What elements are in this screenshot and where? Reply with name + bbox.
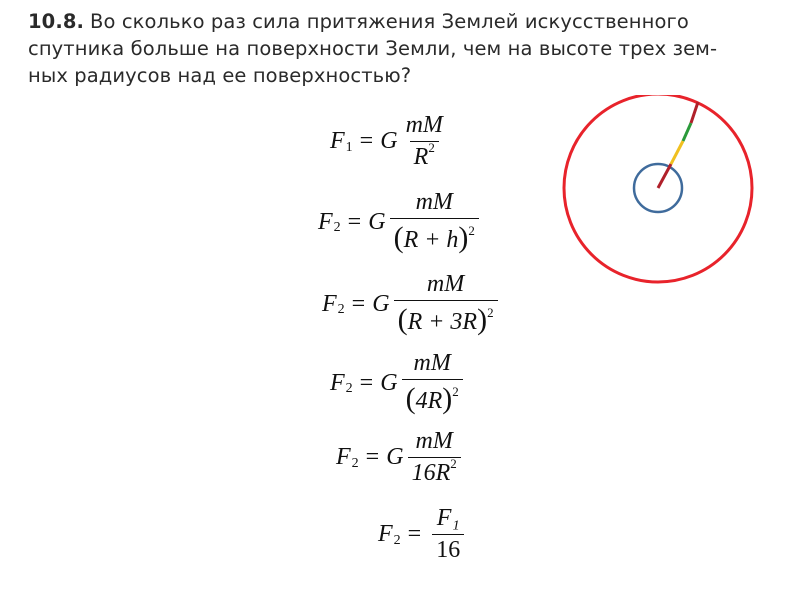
equation-1: F 1 = G $\frac{mM}{R^2}$ <box>330 112 447 171</box>
problem-line-2: спутника больше на поверхности Земли, чем на высоте трех зем- <box>28 37 718 60</box>
radius-segment-outer <box>691 102 698 123</box>
fraction: $\frac{\text{F₁}}{16}$ <box>432 505 464 564</box>
fraction: $\frac{mM}{(4R)^2}$ <box>402 350 463 416</box>
equation-3: F 2 = G $\frac{mM}{(R + 3R)^2}$ <box>322 271 498 337</box>
fraction: $\frac{mM}{(R + 3R)^2}$ <box>394 271 498 337</box>
problem-number: 10.8. <box>28 10 85 33</box>
radius-segment-upper <box>683 123 691 141</box>
problem-text <box>28 8 780 89</box>
radius-segment-inner <box>658 164 671 188</box>
fraction: $\frac{mM}{(R + h)^2}$ <box>390 189 479 255</box>
equation-5: F 2 = G $\frac{mM}{16R^2}$ <box>336 428 461 487</box>
fraction: $\frac{mM}{R^2}$ <box>405 112 443 170</box>
equation-6: F 2 = $\frac{\text{F₁}}{16}$ <box>378 505 464 564</box>
orbit-circle <box>564 95 752 282</box>
equation-4: F 2 = G $\frac{mM}{(4R)^2}$ <box>330 350 463 416</box>
orbit-diagram <box>560 95 760 285</box>
equation-2: F 2 = G $\frac{mM}{(R + h)^2}$ <box>318 189 479 255</box>
problem-line-1: 10.8. Во сколько раз сила притяжения Землей искусственного <box>28 10 689 33</box>
fraction: $\frac{mM}{16R^2}$ <box>408 428 461 487</box>
radius-segment-middle <box>671 141 683 164</box>
problem-line-3: ных радиусов над ее поверхностью? <box>28 64 412 87</box>
